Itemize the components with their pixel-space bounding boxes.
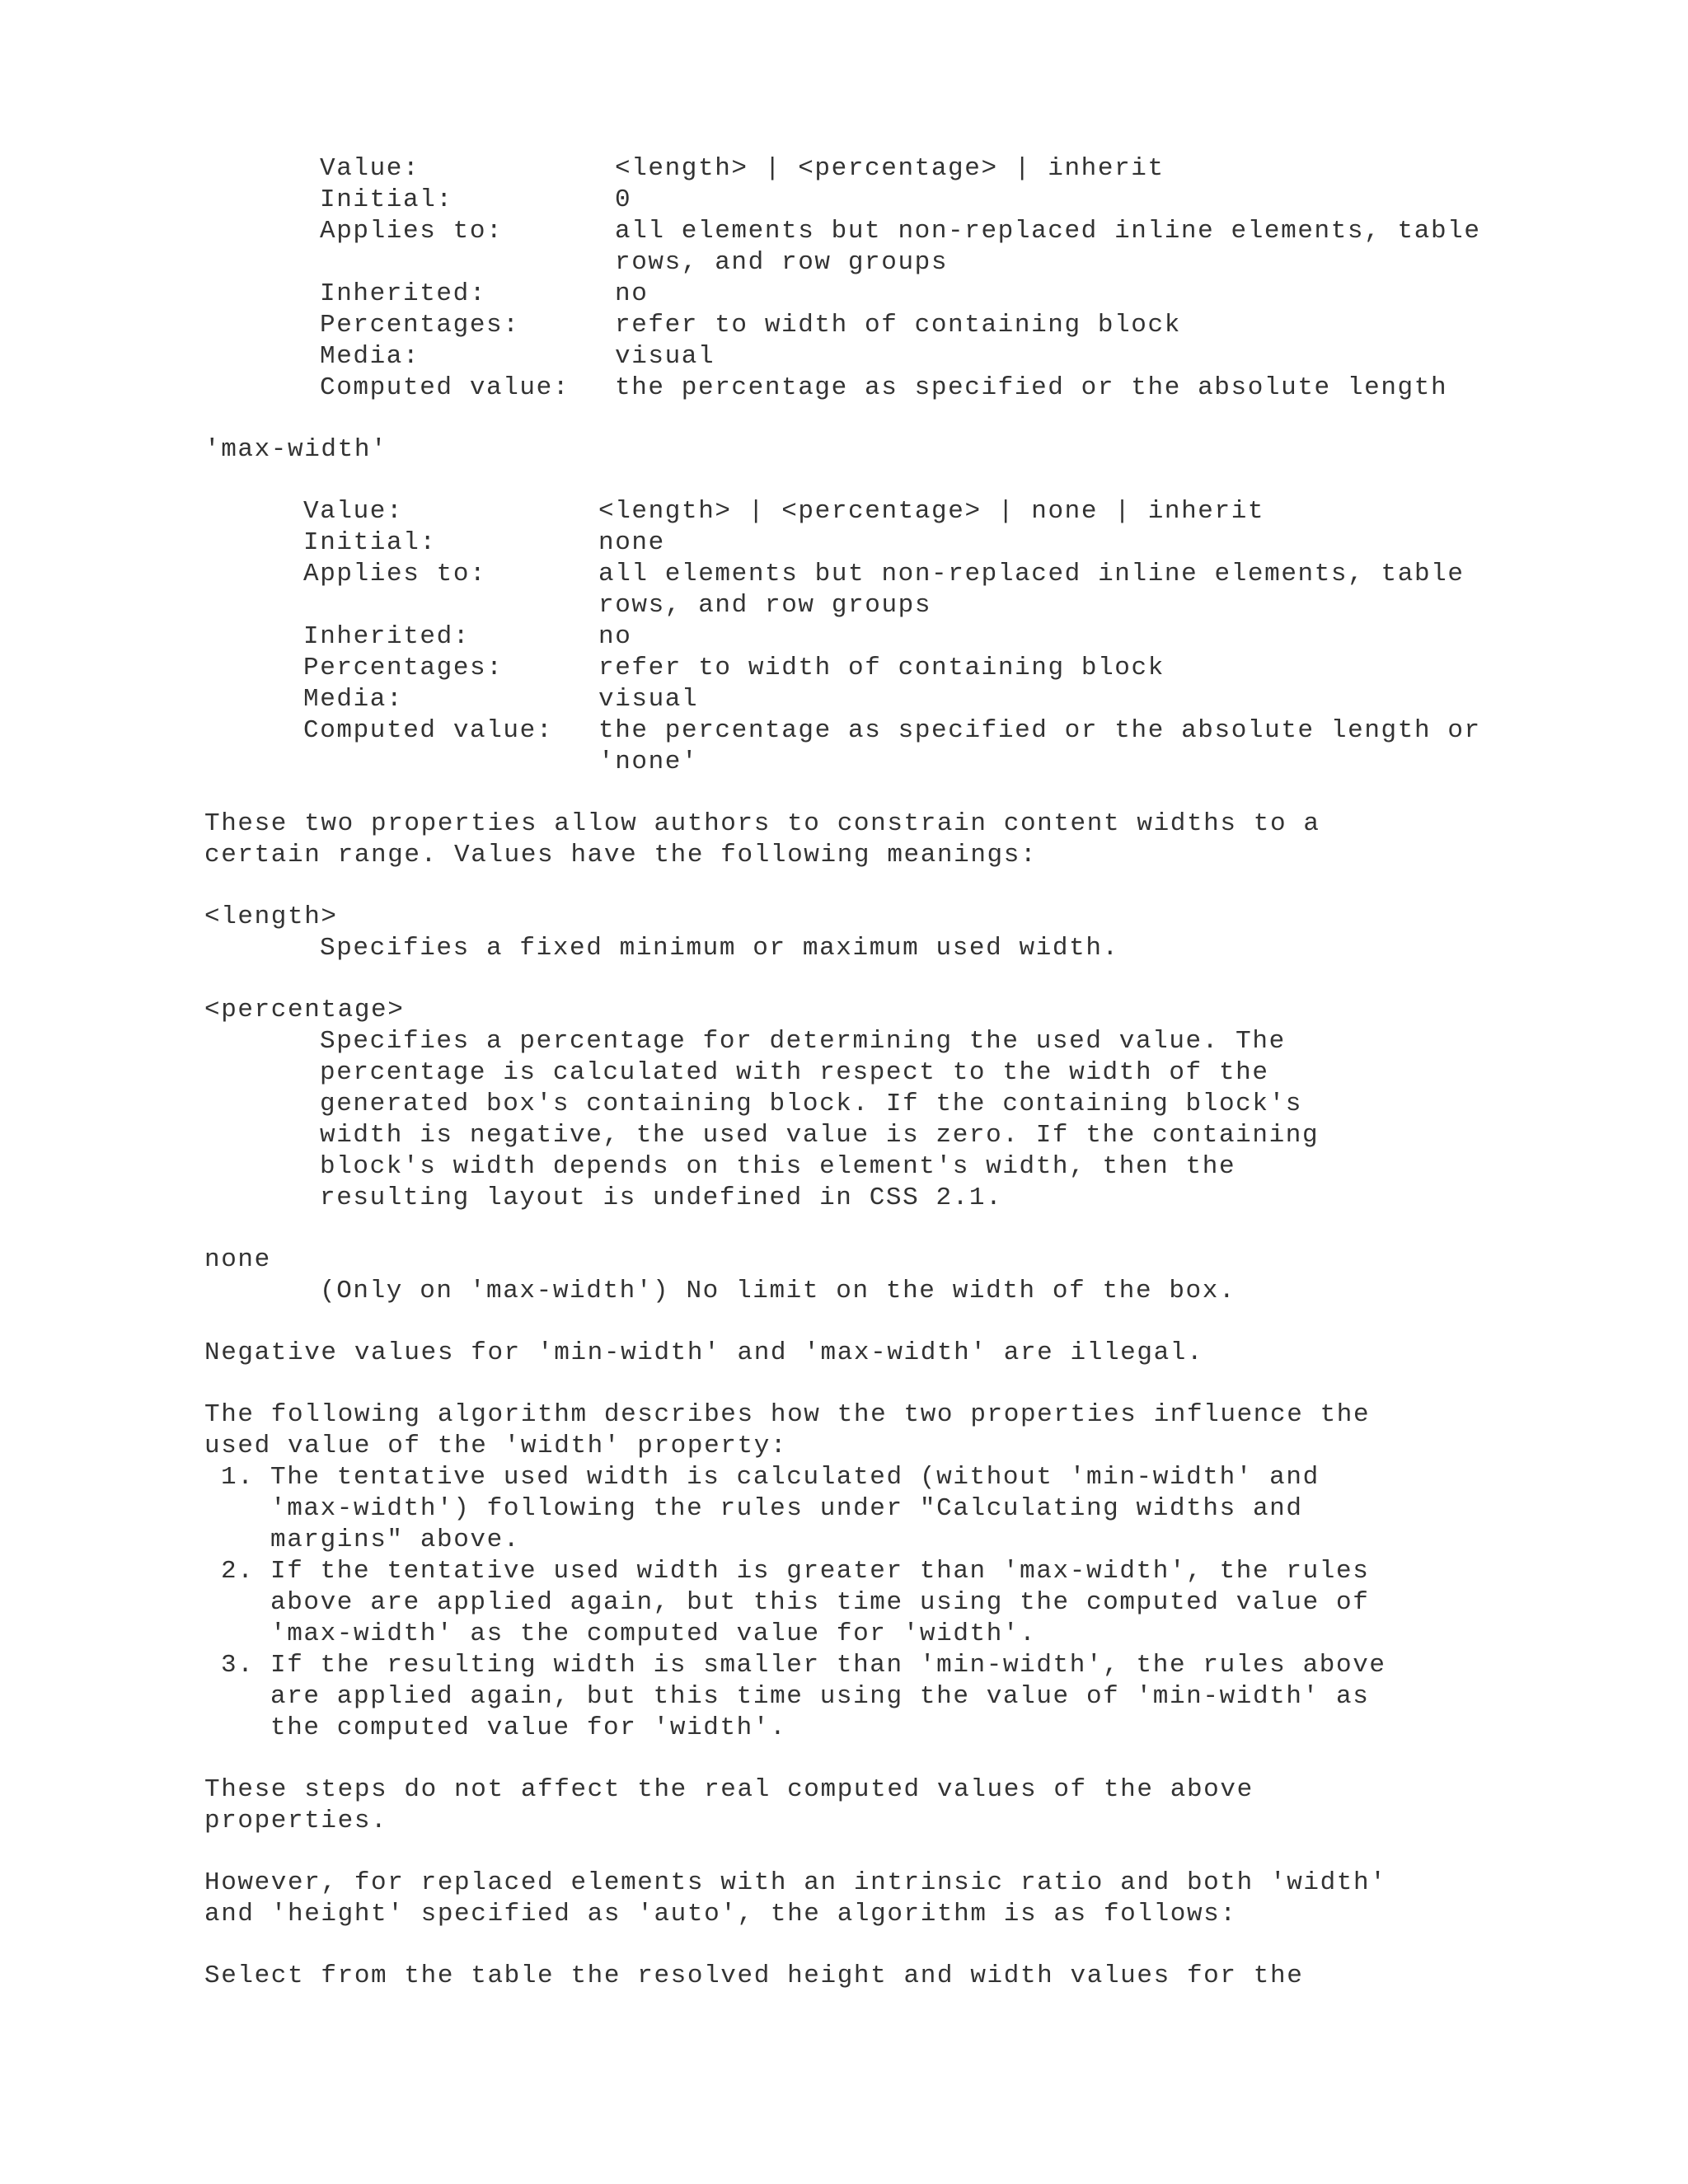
property-row <box>0 341 1566 373</box>
property-heading: 'max-width' <box>204 435 388 464</box>
property-row <box>0 684 1566 715</box>
property-row <box>0 185 1566 216</box>
property-row <box>0 247 1566 279</box>
definition-term: none <box>204 1245 271 1274</box>
list-item-line: The tentative used width is calculated (without 'min-width' and <box>270 1463 1320 1492</box>
property-value: all elements but non-replaced inline elements, table <box>598 560 1465 588</box>
property-row <box>0 496 1566 527</box>
paragraph-line: These two properties allow authors to constrain content widths to a <box>204 809 1320 838</box>
list-item-line: If the tentative used width is greater than 'max-width', the rules <box>270 1557 1370 1586</box>
property-row <box>0 559 1566 590</box>
property-label: Applies to: <box>303 560 487 588</box>
list-item-line: margins" above. <box>270 1526 521 1554</box>
property-value: rows, and row groups <box>615 248 949 277</box>
property-value: <length> | <percentage> | none | inherit <box>598 497 1265 526</box>
paragraph-line: Select from the table the resolved height and width values for the <box>204 1961 1304 1990</box>
paragraph-line: properties. <box>204 1807 388 1835</box>
property-label: Percentages: <box>303 654 504 682</box>
list-item-line: are applied again, but this time using the value of 'min-width' as <box>270 1682 1370 1711</box>
property-row <box>0 527 1566 559</box>
property-value: all elements but non-replaced inline elements, table <box>615 217 1481 246</box>
property-row <box>0 590 1566 621</box>
paragraph-line: However, for replaced elements with an intrinsic ratio and both 'width' <box>204 1868 1387 1897</box>
definition-description: Specifies a percentage for determining the used value. The <box>320 1027 1286 1056</box>
property-row <box>0 310 1566 341</box>
property-row <box>0 747 1566 778</box>
paragraph-line: and 'height' specified as 'auto', the algorithm is as follows: <box>204 1900 1237 1929</box>
property-value: the percentage as specified or the absolute length or <box>598 716 1481 745</box>
property-label: Inherited: <box>320 279 487 308</box>
property-value: visual <box>615 342 715 371</box>
definition-description: width is negative, the used value is zero. If the containing <box>320 1121 1320 1150</box>
property-label: Inherited: <box>303 622 471 651</box>
property-value: refer to width of containing block <box>615 311 1181 340</box>
list-item-line: If the resulting width is smaller than 'min-width', the rules above <box>270 1651 1386 1680</box>
list-item-line: 'max-width') following the rules under "Calculating widths and <box>270 1494 1303 1523</box>
list-item-line: above are applied again, but this time using the computed value of <box>270 1588 1370 1617</box>
list-item-line: the computed value for 'width'. <box>270 1713 787 1742</box>
property-value: refer to width of containing block <box>598 654 1165 682</box>
definition-term: <length> <box>204 902 338 931</box>
paragraph-line: These steps do not affect the real computed values of the above <box>204 1775 1254 1804</box>
property-label: Value: <box>303 497 404 526</box>
property-label: Percentages: <box>320 311 520 340</box>
property-label: Applies to: <box>320 217 504 246</box>
property-row <box>0 279 1566 310</box>
property-value: none <box>598 528 665 557</box>
list-item-line: 'max-width' as the computed value for 'width'. <box>270 1619 1037 1648</box>
property-row <box>0 715 1566 747</box>
property-value: 'none' <box>598 748 699 776</box>
property-value: <length> | <percentage> | inherit <box>615 154 1165 183</box>
property-value: 0 <box>615 185 632 214</box>
definition-description: percentage is calculated with respect to the width of the <box>320 1058 1269 1087</box>
property-label: Initial: <box>320 185 453 214</box>
property-value: no <box>615 279 649 308</box>
property-row <box>0 373 1566 404</box>
paragraph-line: certain range. Values have the following meanings: <box>204 841 1038 869</box>
definition-description: (Only on 'max-width') No limit on the width of the box. <box>320 1277 1236 1305</box>
paragraph-line: used value of the 'width' property: <box>204 1432 788 1460</box>
property-label: Computed value: <box>303 716 554 745</box>
paragraph-line: The following algorithm describes how the two properties influence the <box>204 1400 1371 1429</box>
property-value: the percentage as specified or the absolute length <box>615 373 1448 402</box>
property-label: Initial: <box>303 528 437 557</box>
property-label: Computed value: <box>320 373 570 402</box>
property-label: Media: <box>303 685 404 714</box>
definition-term: <percentage> <box>204 996 405 1024</box>
definition-description: resulting layout is undefined in CSS 2.1. <box>320 1183 1003 1212</box>
definition-description: block's width depends on this element's width, then the <box>320 1152 1236 1181</box>
property-row <box>0 653 1566 684</box>
negative-values-note: Negative values for 'min-width' and 'max-width' are illegal. <box>204 1338 1204 1367</box>
property-label: Media: <box>320 342 420 371</box>
property-row <box>0 621 1566 653</box>
property-row <box>0 216 1566 247</box>
definition-description: Specifies a fixed minimum or maximum used width. <box>320 934 1119 963</box>
definition-description: generated box's containing block. If the containing block's <box>320 1090 1302 1118</box>
property-value: visual <box>598 685 699 714</box>
property-label: Value: <box>320 154 420 183</box>
list-marker: 1. <box>221 1463 255 1492</box>
list-marker: 3. <box>221 1651 255 1680</box>
list-marker: 2. <box>221 1557 255 1586</box>
property-row <box>0 153 1566 185</box>
property-value: no <box>598 622 632 651</box>
property-value: rows, and row groups <box>598 591 932 620</box>
